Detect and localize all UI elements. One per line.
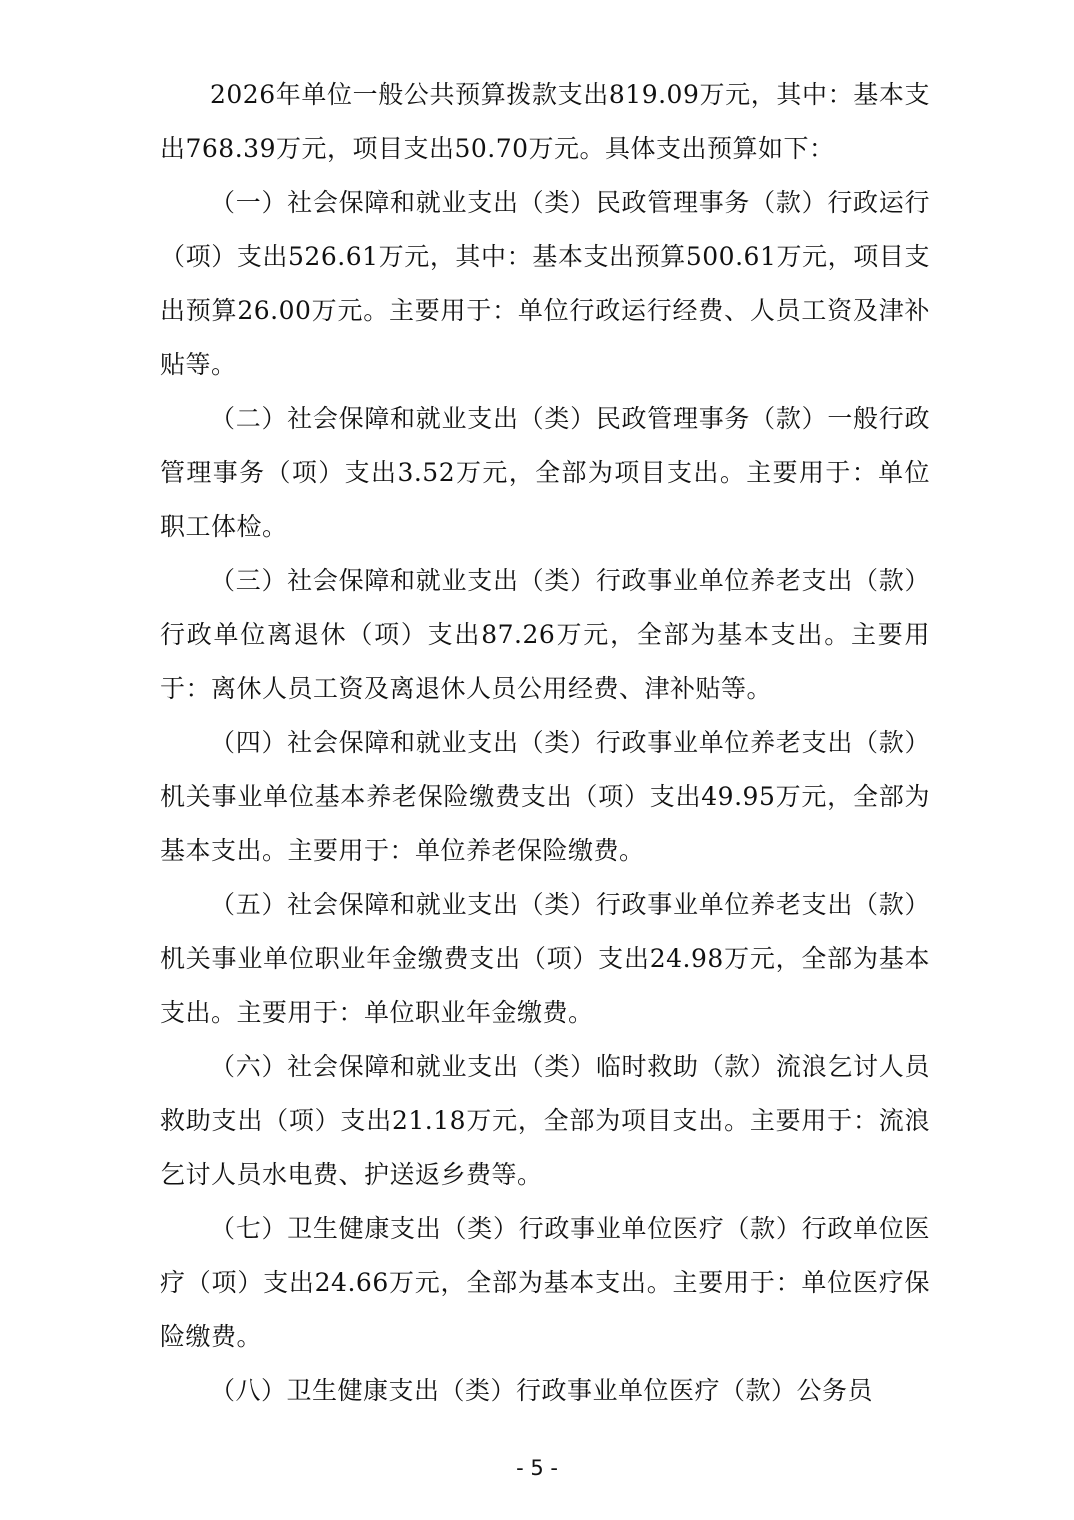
paragraph-item-3: （三）社会保障和就业支出（类）行政事业单位养老支出（款）行政单位离退休（项）支出87.26万元，全部为基本支出。主要用于：离休人员工资及离退休人员公用经费、津补贴等。 — [160, 566, 930, 703]
page-number: - 5 - — [516, 1456, 558, 1480]
paragraph-item-6: （六）社会保障和就业支出（类）临时救助（款）流浪乞讨人员救助支出（项）支出21.18万元，全部为项目支出。主要用于：流浪乞讨人员水电费、护送返乡费等。 — [160, 1052, 930, 1189]
paragraph-item-2: （二）社会保障和就业支出（类）民政管理事务（款）一般行政管理事务（项）支出3.52万元，全部为项目支出。主要用于：单位职工体检。 — [160, 404, 930, 541]
document-body — [160, 68, 930, 1418]
paragraph-item-1: （一）社会保障和就业支出（类）民政管理事务（款）行政运行（项）支出526.61万元，其中：基本支出预算500.61万元，项目支出预算26.00万元。主要用于：单位行政运行经费、人员工资及津补贴等。 — [160, 188, 930, 379]
paragraph-summary: 2026年单位一般公共预算拨款支出819.09万元，其中：基本支出768.39万元，项目支出50.70万元。具体支出预算如下： — [160, 80, 930, 163]
paragraph-item-4: （四）社会保障和就业支出（类）行政事业单位养老支出（款）机关事业单位基本养老保险缴费支出（项）支出49.95万元，全部为基本支出。主要用于：单位养老保险缴费。 — [160, 728, 930, 865]
paragraph-item-5: （五）社会保障和就业支出（类）行政事业单位养老支出（款）机关事业单位职业年金缴费支出（项）支出24.98万元，全部为基本支出。主要用于：单位职业年金缴费。 — [160, 890, 930, 1027]
paragraph-item-7: （七）卫生健康支出（类）行政事业单位医疗（款）行政单位医疗（项）支出24.66万元，全部为基本支出。主要用于：单位医疗保险缴费。 — [160, 1214, 930, 1351]
paragraph-item-8: （八）卫生健康支出（类）行政事业单位医疗（款）公务员 — [210, 1376, 874, 1405]
